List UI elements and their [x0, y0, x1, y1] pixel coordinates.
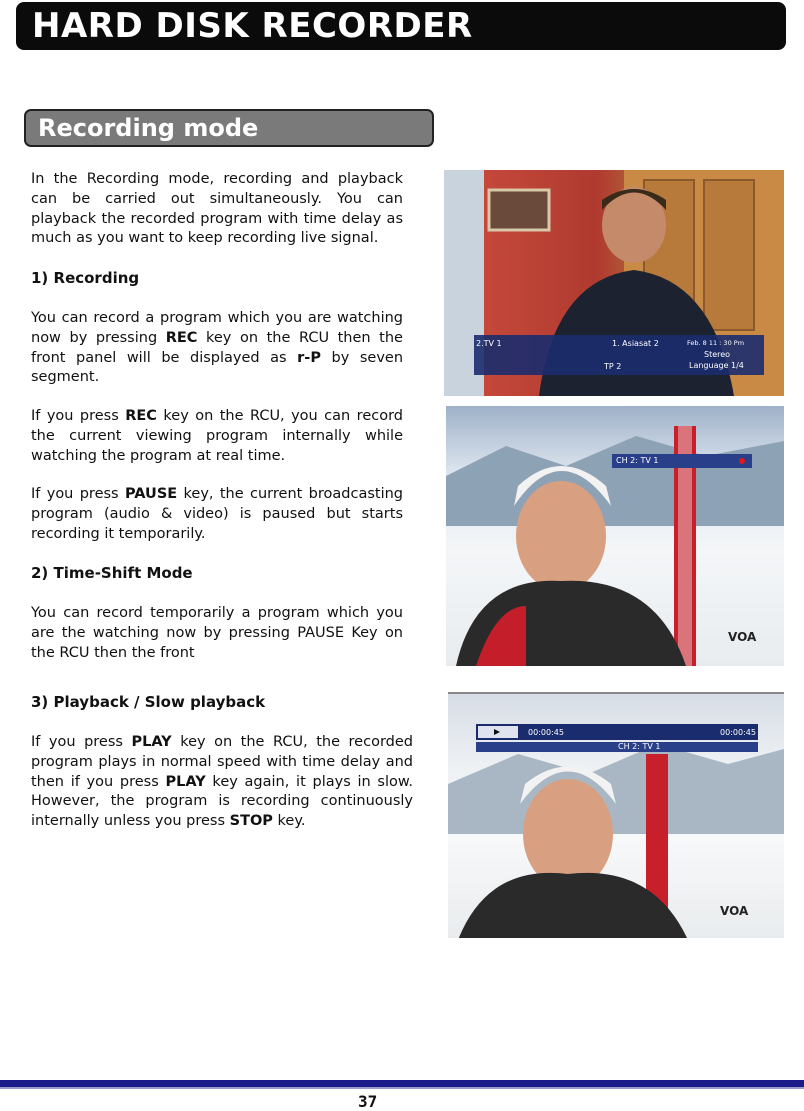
- intro-paragraph: In the Recording mode, recording and playback can be carried out simultaneously. You can playback the recorded program with time delay as much as you want to keep recording live signal.: [31, 171, 403, 247]
- header-bar: [16, 2, 786, 50]
- osd-channel: CH 2: TV 1: [616, 456, 659, 465]
- osd-tp: TP 2: [604, 362, 622, 371]
- recording-heading: 1) Recording: [31, 269, 140, 287]
- recording-paragraph-3: If you press PAUSE key, the current broadcasting program (audio & video) is paused but starts recording it temporarily.: [31, 486, 404, 542]
- timeshift-paragraph: You can record temporarily a program which you are the watching now by pressing PAUSE Key on the RCU then the front: [31, 605, 403, 661]
- recording-paragraph-2: If you press REC key on the RCU, you can record the current viewing program internally while watching the program at real time.: [31, 408, 403, 464]
- osd-date: Feb. 8 11 : 30 Pm: [687, 339, 745, 347]
- voa-logo: VOA: [728, 630, 757, 644]
- footer-divider-light: [0, 1087, 804, 1089]
- osd-time-start: 00:00:45: [528, 728, 564, 737]
- section-title: Recording mode: [38, 114, 259, 142]
- playback-heading: 3) Playback / Slow playback: [31, 693, 266, 711]
- recording-paragraph-1: You can record a program which you are watching now by pressing REC key on the RCU then the front panel will be displayed as r-P by seven segment.: [31, 310, 404, 386]
- osd-stereo: Stereo: [704, 350, 731, 359]
- osd-time-end: 00:00:45: [720, 728, 756, 737]
- playback-paragraph: If you press PLAY key on the RCU, the recorded program plays in normal speed with time delay and then if you press PLAY key again, it plays in slow. However, the program is recording continuously internally unless you press STOP key.: [31, 734, 413, 830]
- osd-channel: CH 2: TV 1: [618, 742, 661, 751]
- voa-logo: VOA: [720, 904, 749, 918]
- timeshift-heading: 2) Time-Shift Mode: [31, 564, 193, 582]
- osd-channel: 2.TV 1: [476, 339, 502, 348]
- osd-language: Language 1/4: [689, 361, 744, 370]
- page-title: HARD DISK RECORDER: [32, 6, 473, 46]
- screenshot-pause-image: [446, 406, 784, 666]
- osd-satellite: 1. Asiasat 2: [612, 339, 659, 348]
- footer-divider: [0, 1080, 804, 1087]
- section-banner: [24, 109, 434, 147]
- screenshot-pause: [446, 406, 784, 666]
- screenshot-playback: [448, 692, 784, 938]
- page-number: 37: [358, 1092, 378, 1111]
- screenshot-recording: [444, 170, 784, 396]
